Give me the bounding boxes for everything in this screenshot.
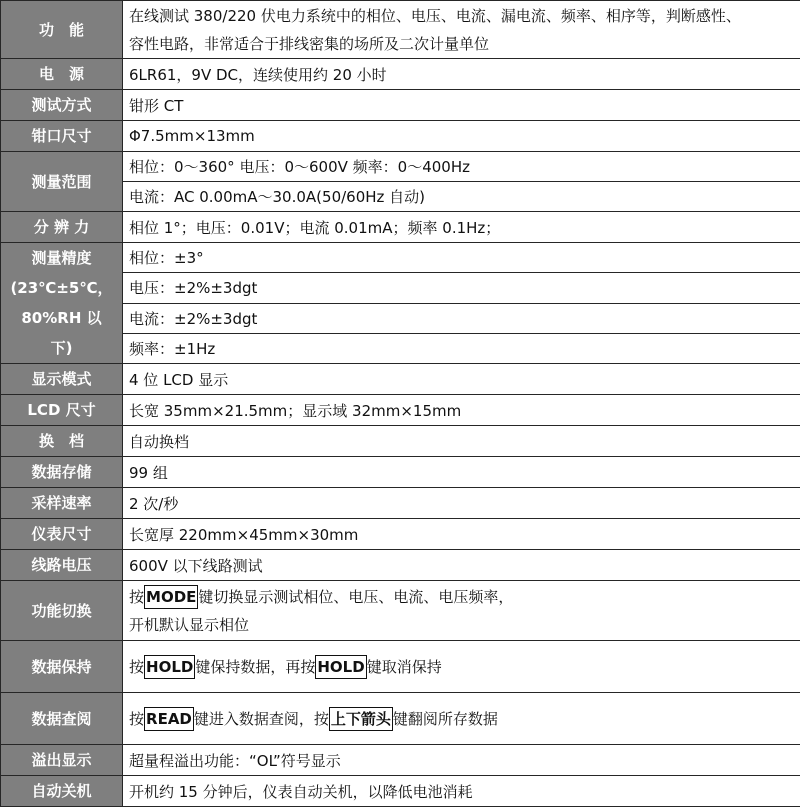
row-range-switch xyxy=(1,426,800,457)
row-line-voltage xyxy=(1,550,800,581)
value-overflow: 超量程溢出功能：“OL”符号显示 xyxy=(123,745,800,776)
value-sample-rate: 2 次/秒 xyxy=(123,488,800,519)
value-range-line-2: 电流：AC 0.00mA～30.0A(50/60Hz 自动) xyxy=(123,182,800,212)
value-accuracy-current: 电流：±2%±3dgt xyxy=(123,303,800,333)
label-test-method: 测试方式 xyxy=(1,90,123,121)
hold-key: HOLD xyxy=(144,655,195,679)
value-accuracy-frequency: 频率：±1Hz xyxy=(123,333,800,363)
text-fragment: 键切换显示测试相位、电压、电流、电压频率， xyxy=(198,588,513,606)
value-jaw-size: Φ7.5mm×13mm xyxy=(123,121,800,152)
value-data-hold xyxy=(123,641,800,693)
value-line: 容性电路，非常适合于排线密集的场所及二次计量单位 xyxy=(129,30,800,58)
label-line: 测量精度 xyxy=(31,249,91,267)
value-auto-off: 开机约 15 分钟后，仪表自动关机，以降低电池消耗 xyxy=(123,776,800,807)
value-data-review xyxy=(123,693,800,745)
arrow-keys: 上下箭头 xyxy=(329,707,393,731)
text-fragment: 键翻阅所存数据 xyxy=(393,710,498,728)
label-jaw-size: 钳口尺寸 xyxy=(1,121,123,152)
hold-key: HOLD xyxy=(315,655,366,679)
text-fragment: 键保持数据，再按 xyxy=(195,658,315,676)
row-test-method xyxy=(1,90,800,121)
value-accuracy-phase: 相位：±3° xyxy=(123,243,800,273)
value-power: 6LR61，9V DC，连续使用约 20 小时 xyxy=(123,59,800,90)
row-function-switch xyxy=(1,581,800,641)
value-range-line-1: 相位：0～360° 电压：0～600V 频率：0～400Hz xyxy=(123,152,800,182)
text-fragment: 按 xyxy=(129,588,144,606)
row-power xyxy=(1,59,800,90)
value-range-switch: 自动换档 xyxy=(123,426,800,457)
row-function xyxy=(1,1,800,59)
label-range-switch: 换 档 xyxy=(1,426,123,457)
label-sample-rate: 采样速率 xyxy=(1,488,123,519)
row-lcd-size xyxy=(1,395,800,426)
label-auto-off: 自动关机 xyxy=(1,776,123,807)
label-data-hold: 数据保持 xyxy=(1,641,123,693)
text-fragment: 键进入数据查阅，按 xyxy=(194,710,329,728)
label-function-switch: 功能切换 xyxy=(1,581,123,641)
value-function-switch xyxy=(123,581,800,641)
label-overflow: 溢出显示 xyxy=(1,745,123,776)
value-line xyxy=(129,583,800,611)
row-data-storage xyxy=(1,457,800,488)
value-meter-size: 长宽厚 220mm×45mm×30mm xyxy=(123,519,800,550)
read-key: READ xyxy=(144,707,194,731)
label-line-voltage: 线路电压 xyxy=(1,550,123,581)
row-meter-size xyxy=(1,519,800,550)
value-display-mode: 4 位 LCD 显示 xyxy=(123,364,800,395)
value-line-voltage: 600V 以下线路测试 xyxy=(123,550,800,581)
mode-key: MODE xyxy=(144,585,198,609)
value-resolution: 相位 1°；电压：0.01V；电流 0.01mA；频率 0.1Hz； xyxy=(123,212,800,243)
label-line: 下) xyxy=(51,339,73,357)
label-line: 80%RH 以 xyxy=(21,309,101,327)
text-fragment: 按 xyxy=(129,658,144,676)
row-data-hold xyxy=(1,641,800,693)
label-meter-size: 仪表尺寸 xyxy=(1,519,123,550)
label-data-storage: 数据存储 xyxy=(1,457,123,488)
value-test-method: 钳形 CT xyxy=(123,90,800,121)
row-jaw-size xyxy=(1,121,800,152)
value-lcd-size: 长宽 35mm×21.5mm；显示域 32mm×15mm xyxy=(123,395,800,426)
row-display-mode xyxy=(1,364,800,395)
row-accuracy xyxy=(1,243,800,273)
value-function xyxy=(123,1,800,59)
label-function: 功 能 xyxy=(1,1,123,59)
value-data-storage: 99 组 xyxy=(123,457,800,488)
row-data-review xyxy=(1,693,800,745)
row-sample-rate xyxy=(1,488,800,519)
row-auto-off xyxy=(1,776,800,807)
label-power: 电 源 xyxy=(1,59,123,90)
label-accuracy xyxy=(1,243,123,364)
row-range xyxy=(1,152,800,182)
value-line: 开机默认显示相位 xyxy=(129,611,800,639)
value-line: 在线测试 380/220 伏电力系统中的相位、电压、电流、漏电流、频率、相序等，判断感性、 xyxy=(129,2,800,30)
label-line: (23℃±5℃， xyxy=(10,279,112,297)
label-resolution: 分 辨 力 xyxy=(1,212,123,243)
label-range: 测量范围 xyxy=(1,152,123,212)
label-display-mode: 显示模式 xyxy=(1,364,123,395)
text-fragment: 按 xyxy=(129,710,144,728)
row-resolution xyxy=(1,212,800,243)
label-lcd-size: LCD 尺寸 xyxy=(1,395,123,426)
value-accuracy-voltage: 电压：±2%±3dgt xyxy=(123,273,800,303)
row-overflow xyxy=(1,745,800,776)
text-fragment: 键取消保持 xyxy=(367,658,442,676)
label-data-review: 数据查阅 xyxy=(1,693,123,745)
